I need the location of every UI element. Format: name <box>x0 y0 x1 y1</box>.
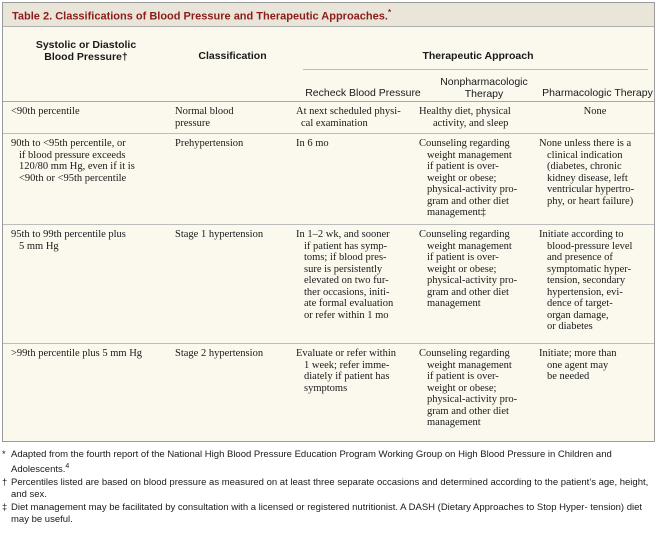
header-therapeutic-approach: Therapeutic Approach <box>422 50 534 62</box>
row4-nonpharm: Counseling regarding weight management if patient is over- weight or obese; physical-activity pro- gram and other diet management <box>419 348 518 428</box>
footnotes <box>2 449 654 527</box>
footnote-1-mark: * <box>2 449 6 460</box>
row1-recheck: At next scheduled physi- cal examination <box>296 106 401 129</box>
row3-bp: 95th to 99th percentile plus 5 mm Hg <box>11 229 126 252</box>
header-divider <box>3 101 654 102</box>
footnote-3-mark: ‡ <box>2 502 8 514</box>
header-recheck: Recheck Blood Pressure <box>305 87 421 99</box>
footnote-2: † Percentiles listed are based on blood pressure as measured on at least three separate occasions and determined according to the patient’s age, height, and sex. <box>2 477 649 500</box>
row4-classification: Stage 2 hypertension <box>175 348 264 359</box>
table-frame <box>2 2 655 442</box>
header-pharm: Pharmacologic Therapy <box>542 87 653 99</box>
header-bp: Systolic or Diastolic Blood Pressure† <box>35 39 137 63</box>
row4-pharm: Initiate; more than one agent may be needed <box>539 348 617 382</box>
row2-nonpharm: Counseling regarding weight management if patient is over- weight or obese; physical-activity pro- gram and other diet management‡ <box>419 138 518 218</box>
title-footnote-mark: * <box>387 8 392 17</box>
header-nonpharm: Nonpharmacologic Therapy <box>440 76 528 100</box>
row1-pharm: None <box>583 106 607 117</box>
table-title: Table 2. Classifications of Blood Pressure and Therapeutic Approaches.* <box>12 8 392 23</box>
footnote-2-mark: † <box>2 477 8 489</box>
row1-nonpharm: Healthy diet, physical activity, and sleep <box>419 106 511 129</box>
header-group-divider <box>303 69 648 70</box>
row2-bp: 90th to <95th percentile, or if blood pressure exceeds 120/80 mm Hg, even if it is <90th or <95th percentile <box>11 138 135 184</box>
row4-recheck: Evaluate or refer within 1 week; refer imme- diately if patient has symptoms <box>296 348 396 394</box>
row2-recheck: In 6 mo <box>296 138 329 149</box>
row3-nonpharm: Counseling regarding weight management if patient is over- weight or obese; physical-activity pro- gram and other diet management <box>419 229 518 309</box>
header-classification: Classification <box>198 50 267 62</box>
footnote-3: ‡ Diet management may be facilitated by consultation with a licensed or registered nutritionist. A DASH (Dietary Approaches to Stop Hyper- tension) diet may be useful. <box>2 502 643 525</box>
row3-pharm: Initiate according to blood-pressure level and presence of symptomatic hyper- tension, secondary hypertension, evi- dence of target- organ damage, or diabetes <box>539 229 633 332</box>
row-divider-1 <box>3 133 654 134</box>
row3-recheck: In 1–2 wk, and sooner if patient has symp- toms; if blood pres- sure is persistently elevated on two fur- ther occasions, initi- ate formal evaluation or refer within 1 mo <box>296 229 394 321</box>
footnote-1: * Adapted from the fourth report of the National High Blood Pressure Education Program Working Group on High Blood Pressure in Children and Adolescents.$^4$ <box>2 449 612 475</box>
row-divider-3 <box>3 343 654 344</box>
row1-classification: Normal blood pressure <box>175 106 234 129</box>
row4-bp: >99th percentile plus 5 mm Hg <box>11 348 143 359</box>
footnote-1-ref: 4 <box>65 462 70 470</box>
row2-classification: Prehypertension <box>175 138 244 149</box>
row1-bp: <90th percentile <box>11 106 80 117</box>
row3-classification: Stage 1 hypertension <box>175 229 264 240</box>
table-title-bar <box>3 3 654 27</box>
row2-pharm: None unless there is a clinical indication (diabetes, chronic kidney disease, left ventricular hypertro- phy, or heart failure) <box>539 138 635 207</box>
row-divider-2 <box>3 224 654 225</box>
